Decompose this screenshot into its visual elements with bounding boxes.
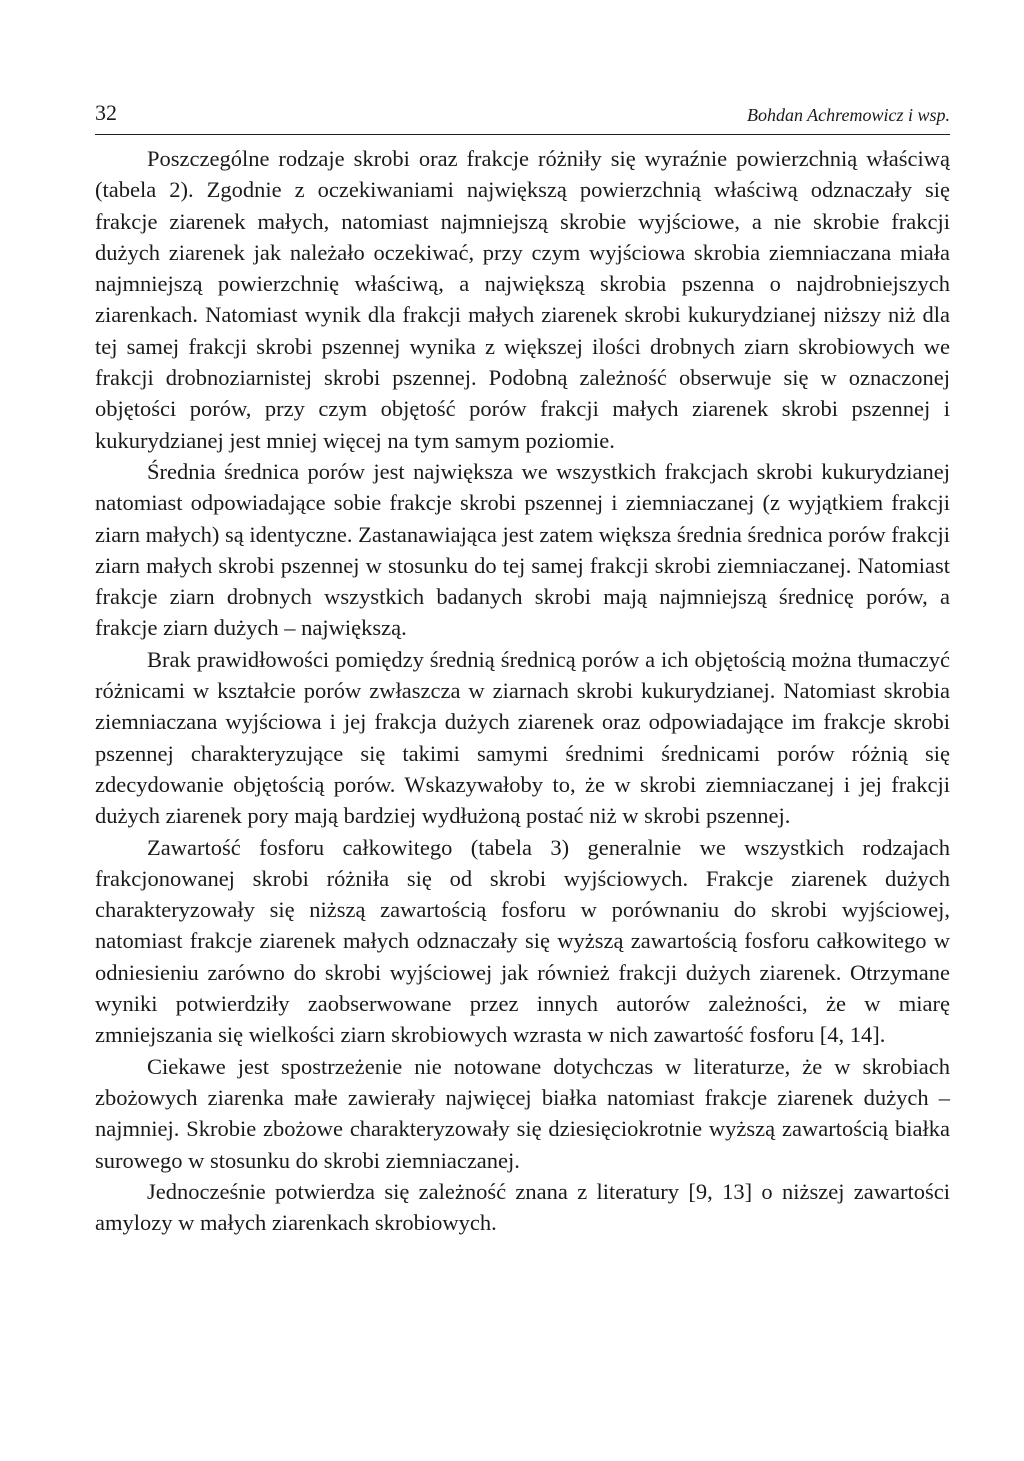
- page: [95, 100, 950, 1238]
- paragraph-2: Średnia średnica porów jest największa we wszystkich frakcjach skrobi kukurydzianej natomiast odpowiadające sobie frakcje skrobi pszennej i ziemniaczanej (z wyjątkiem frakcji ziarn małych) są identyczne. Zastanawiająca jest zatem większa średnia średnica porów frakcji ziarn małych skrobi pszennej w stosunku do tej samej frakcji skrobi ziemniaczanej. Natomiast frakcje ziarn drobnych wszystkich badanych skrobi mają najmniejszą średnicę porów, a frakcje ziarn dużych – największą.: [95, 458, 950, 641]
- paragraph-1: Poszczególne rodzaje skrobi oraz frakcje różniły się wyraźnie powierzchnią właściwą (tabela 2). Zgodnie z oczekiwaniami największą powierzchnią właściwą odznaczały się frakcje ziarenek małych, natomiast najmniejszą skrobie wyjściowe, a nie skrobie frakcji dużych ziarenek jak należało oczekiwać, przy czym wyjściowa skrobia ziemniaczana miała najmniejszą powierzchnię właściwą, a największą skrobia pszenna o najdrobniejszych ziarenkach. Natomiast wynik dla frakcji małych ziarenek skrobi kukurydzianej niższy niż dla tej samej frakcji skrobi pszennej wynika z większej ilości drobnych ziarn skrobiowych we frakcji drobnoziarnistej skrobi pszennej. Podobną zależność obserwuje się w oznaczonej objętości porów, przy czym objętość porów frakcji małych ziarenek skrobi pszennej i kukurydzianej jest mniej więcej na tym samym poziomie.: [95, 146, 950, 453]
- running-head: Bohdan Achremowicz i wsp.: [747, 105, 950, 125]
- page-header: [95, 100, 950, 135]
- page-number: 32: [95, 100, 117, 125]
- paragraph-5: Ciekawe jest spostrzeżenie nie notowane dotychczas w literaturze, że w skrobiach zbożowych ziarenka małe zawierały najwięcej białka natomiast frakcje ziarenek dużych – najmniej. Skrobie zbożowe charakteryzowały się dziesięciokrotnie wyższą zawartością białka surowego w stosunku do skrobi ziemniaczanej.: [95, 1053, 950, 1173]
- paragraph-6: Jednocześnie potwierdza się zależność znana z literatury [9, 13] o niższej zawartości amylozy w małych ziarenkach skrobiowych.: [95, 1178, 950, 1236]
- paragraph-4: Zawartość fosforu całkowitego (tabela 3) generalnie we wszystkich rodzajach frakcjonowanej skrobi różniła się od skrobi wyjściowych. Frakcje ziarenek dużych charakteryzowały się niższą zawartością fosforu w porównaniu do skrobi wyjściowej, natomiast frakcje ziarenek małych odznaczały się wyższą zawartością fosforu całkowitego w odniesieniu zarówno do skrobi wyjściowej jak również frakcji dużych ziarenek. Otrzymane wyniki potwierdziły zaobserwowane przez innych autorów zależności, że w miarę zmniejszania się wielkości ziarn skrobiowych wzrasta w nich zawartość fosforu [4, 14].: [95, 834, 950, 1048]
- body-text: [95, 143, 950, 1238]
- paragraph-3: Brak prawidłowości pomiędzy średnią średnicą porów a ich objętością można tłumaczyć różnicami w kształcie porów zwłaszcza w ziarnach skrobi kukurydzianej. Natomiast skrobia ziemniaczana wyjściowa i jej frakcja dużych ziarenek oraz odpowiadające im frakcje skrobi pszennej charakteryzujące się takimi samymi średnimi średnicami porów różnią się zdecydowanie objętością porów. Wskazywałoby to, że w skrobi ziemniaczanej i jej frakcji dużych ziarenek pory mają bardziej wydłużoną postać niż w skrobi pszennej.: [95, 646, 950, 829]
